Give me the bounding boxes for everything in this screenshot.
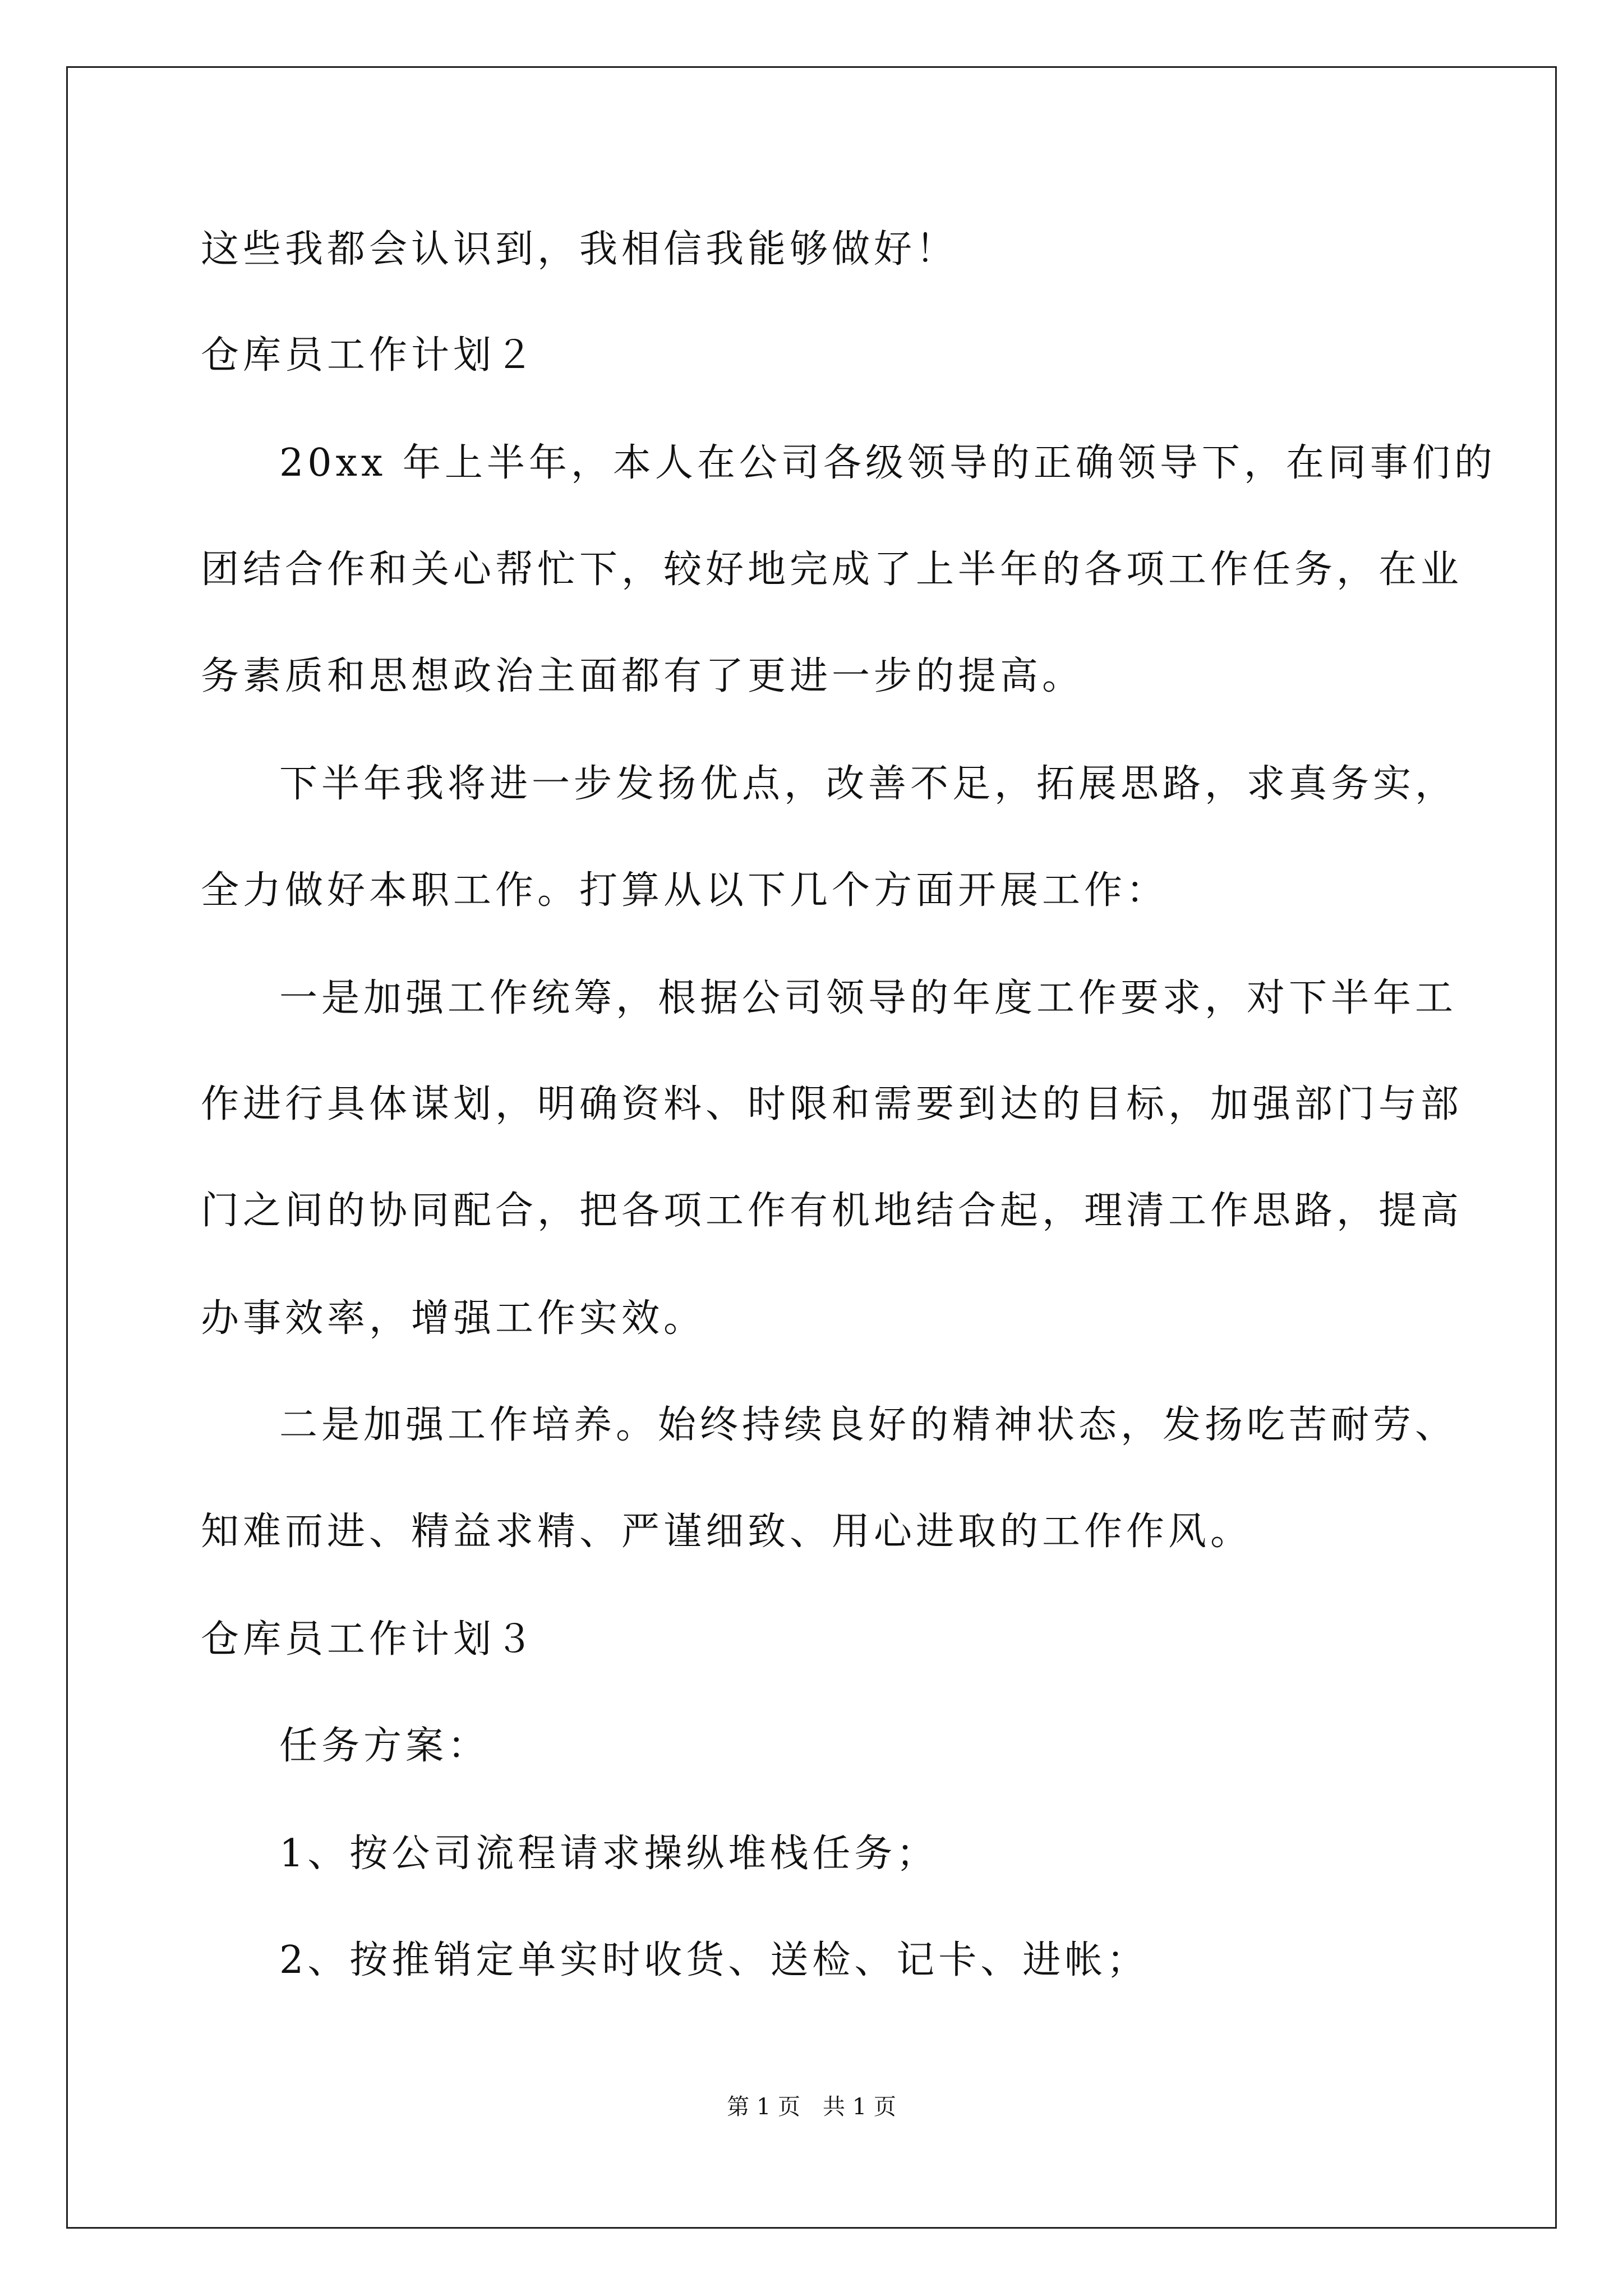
- section-heading: 仓库员工作计划２: [201, 333, 538, 378]
- paragraph-line: 一是加强工作统筹，根据公司领导的年度工作要求，对下半年工: [279, 976, 1458, 1020]
- list-item: 2、按推销定单实时收货、送检、记卡、进帐；: [279, 1938, 1149, 1982]
- page-footer: 第 1 页 共 1 页: [727, 2094, 896, 2120]
- paragraph-line: 二是加强工作培养。始终持续良好的精神状态，发扬吃苦耐劳、: [279, 1403, 1458, 1447]
- list-item: 1、按公司流程请求操纵堆栈任务；: [279, 1832, 939, 1876]
- paragraph-line: 务素质和思想政治主面都有了更进一步的提高。: [201, 654, 1085, 698]
- page-border: [66, 66, 1557, 2229]
- paragraph-line: 办事效率，增强工作实效。: [201, 1296, 706, 1341]
- paragraph-line: 20xx 年上半年，本人在公司各级领导的正确领导下，在同事们的: [279, 441, 1496, 485]
- section-heading: 仓库员工作计划３: [201, 1617, 538, 1662]
- paragraph-line: 作进行具体谋划，明确资料、时限和需要到达的目标，加强部门与部: [201, 1082, 1463, 1126]
- paragraph-line: 门之间的协同配合，把各项工作有机地结合起，理清工作思路，提高: [201, 1189, 1463, 1233]
- paragraph-line: 知难而进、精益求精、严谨细致、用心进取的工作作风。: [201, 1510, 1253, 1554]
- paragraph-line: 全力做好本职工作。打算从以下几个方面开展工作：: [201, 868, 1169, 913]
- paragraph-line: 这些我都会认识到，我相信我能够做好！: [201, 227, 958, 272]
- paragraph-line: 团结合作和关心帮忙下，较好地完成了上半年的各项工作任务，在业: [201, 547, 1463, 592]
- paragraph-line: 任务方案：: [279, 1724, 490, 1768]
- paragraph-line: 下半年我将进一步发扬优点，改善不足，拓展思路，求真务实，: [279, 762, 1458, 806]
